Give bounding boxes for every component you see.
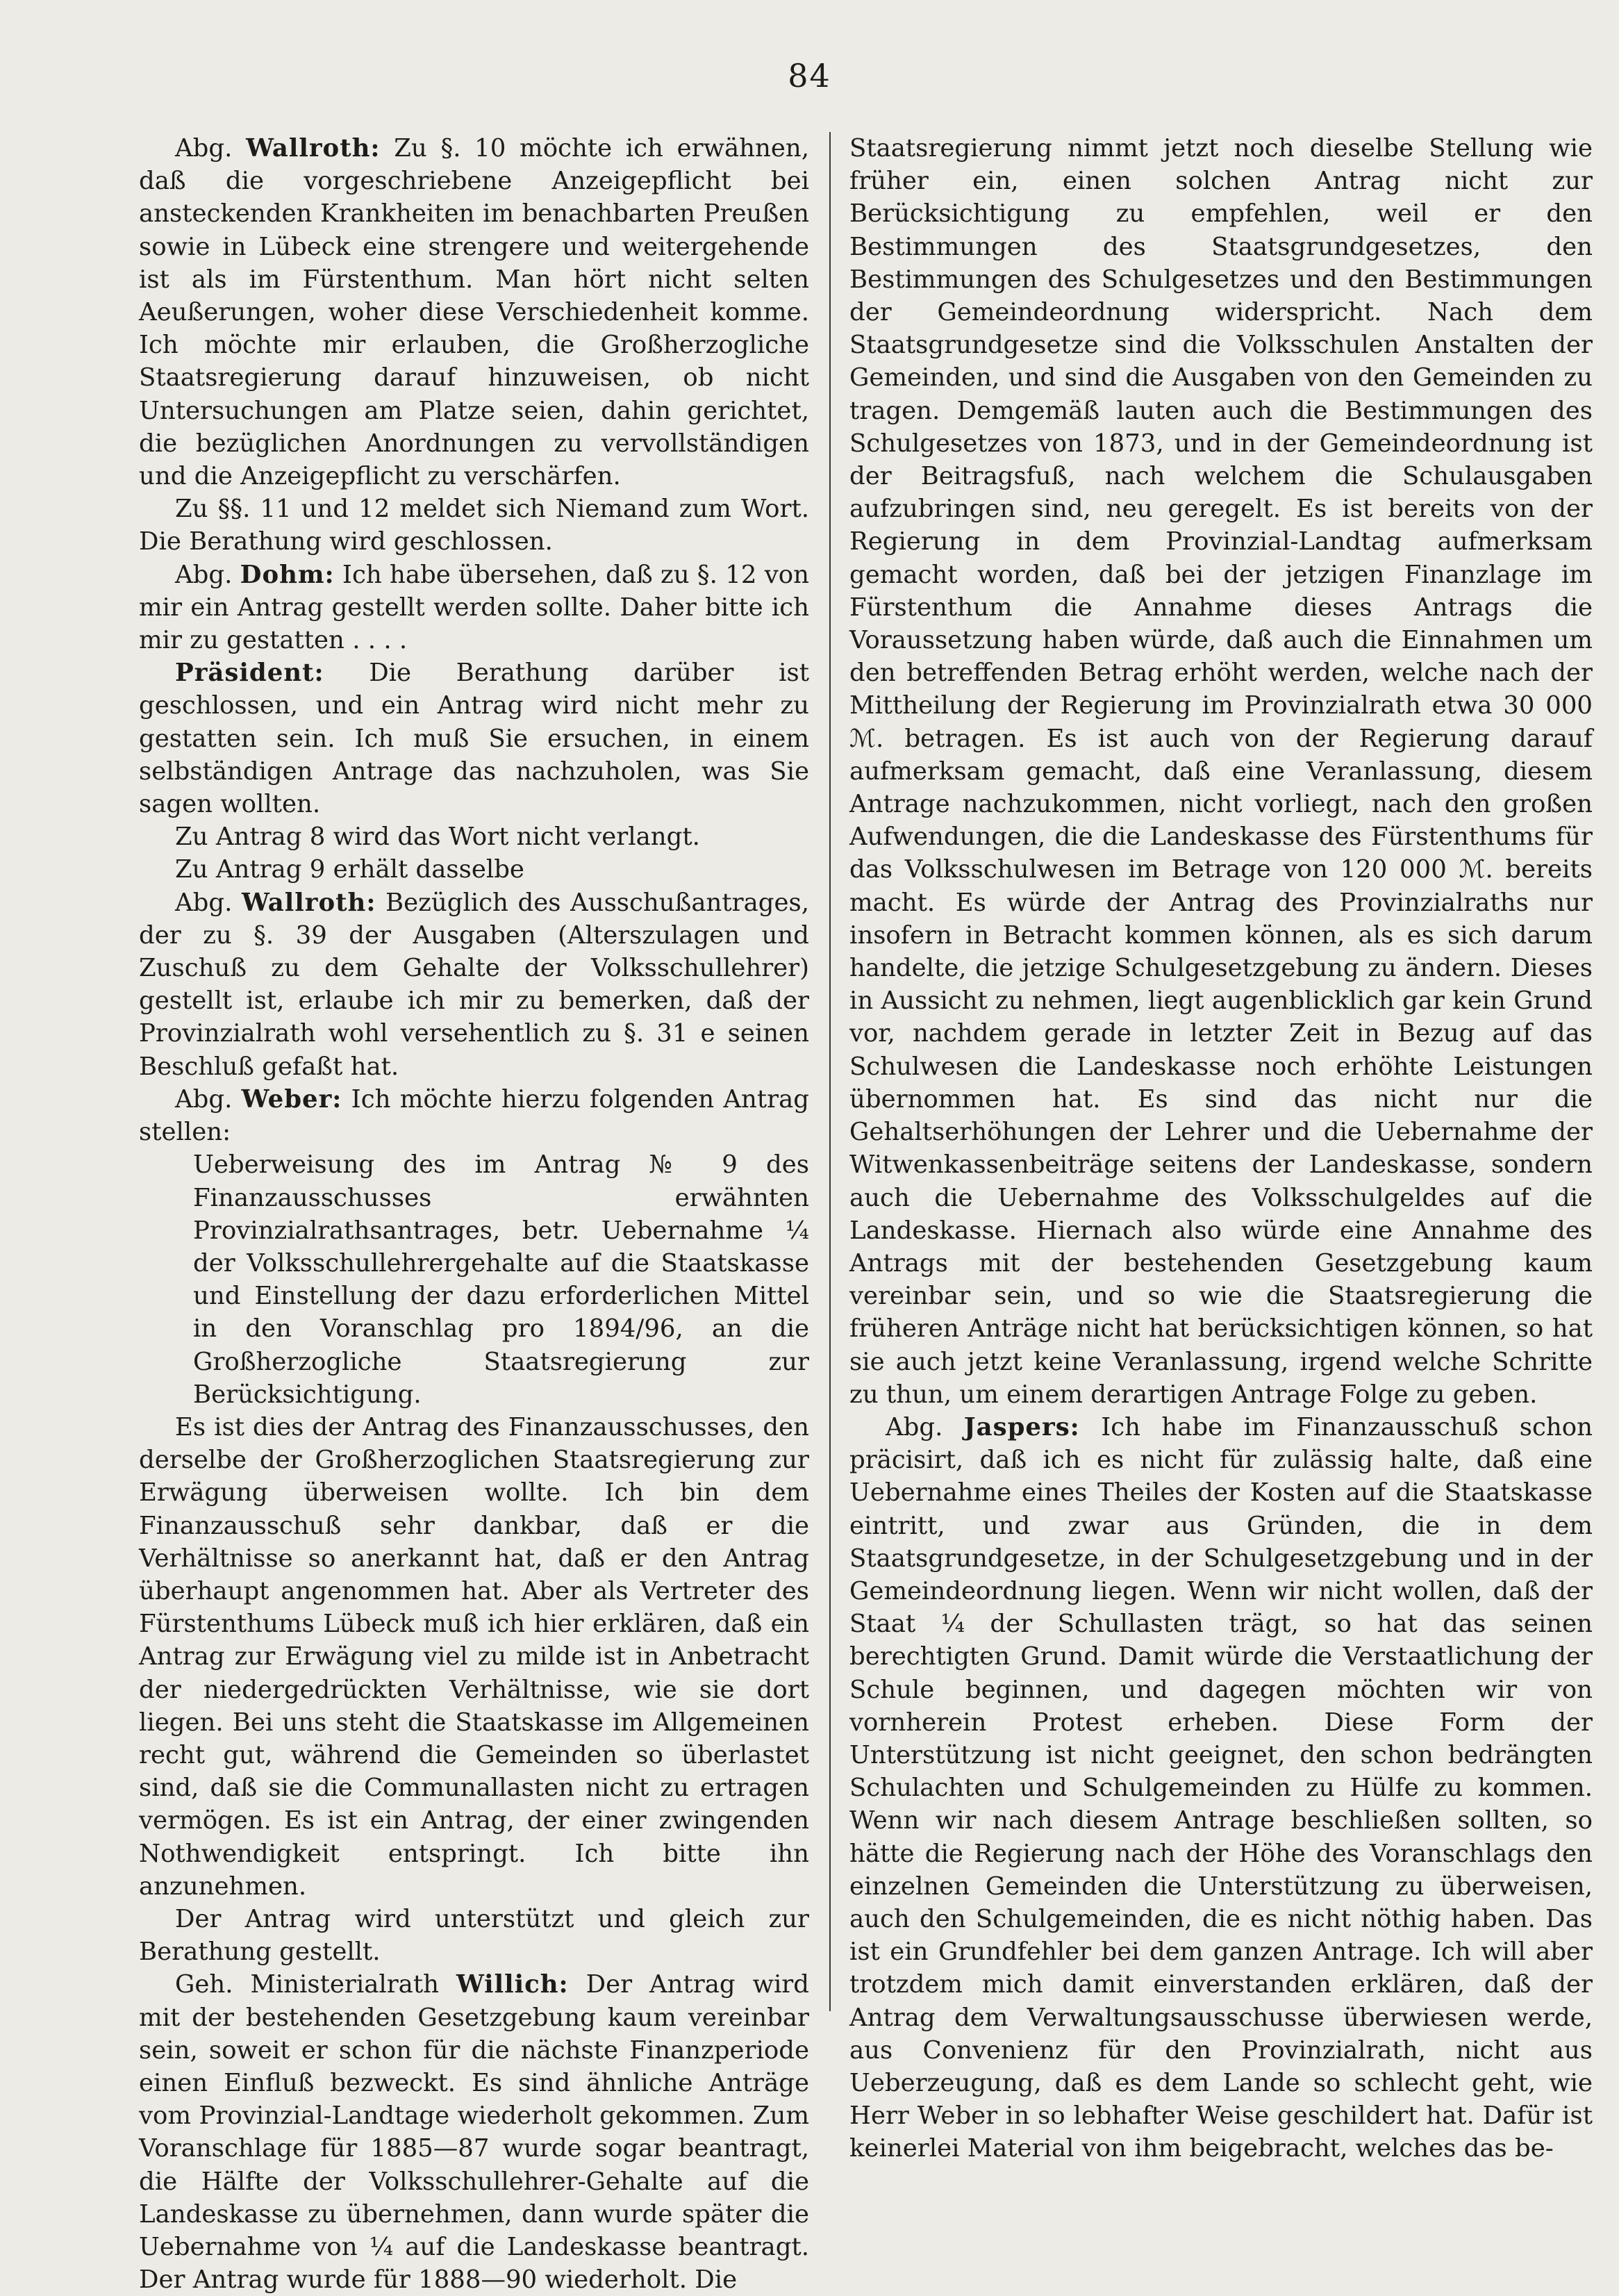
paragraph bbox=[139, 132, 809, 493]
paragraph-text: Der Antrag wird mit der bestehenden Gesetzgebung kaum vereinbar sein, soweit er schon für die nächste Finanzperiode einen Einfluß bezweckt. Es sind ähnliche Anträge vom Provinzial-Landtage wiederholt gekommen. Zum Voranschlage für 1885—87 wurde sogar beantragt, die Hälfte der Volksschullehrer-Gehalte auf die Landeskasse zu übernehmen, dann wurde später die Uebernahme von ¼ auf die Landeskasse beantragt. Der Antrag wurde für 1888—90 wiederholt. Die bbox=[139, 1970, 809, 2295]
paragraph bbox=[193, 1148, 809, 1411]
speaker-prefix: Abg. bbox=[175, 134, 247, 163]
speaker-prefix: Abg. bbox=[886, 1412, 964, 1442]
paragraph bbox=[139, 853, 809, 886]
paragraph bbox=[139, 1968, 809, 2296]
paragraph bbox=[139, 559, 809, 657]
paragraph bbox=[139, 1083, 809, 1148]
speaker-name: Wallroth: bbox=[241, 888, 376, 917]
paragraph bbox=[139, 1903, 809, 1968]
paragraph-text: Staatsregierung nimmt jetzt noch dieselbe Stellung wie früher ein, einen solchen Antrag nicht zur Berücksichtigung zu empfehlen, weil er den Bestimmungen des Staatsgrundgesetzes, den Bestimmungen des Schulgesetzes und den Bestimmungen der Gemeindeordnung widerspricht. Nach dem Staatsgrundgesetze sind die Volksschulen Anstalten der Gemeinden, und sind die Ausgaben von den Gemeinden zu tragen. Demgemäß lauten auch die Bestimmungen des Schulgesetzes von 1873, und in der Gemeindeordnung ist der Beitragsfuß, nach welchem die Schulausgaben aufzubringen sind, neu geregelt. Es ist bereits von der Regierung in dem Provinzial-Landtag aufmerksam gemacht worden, daß bei der jetzigen Finanzlage im Fürstenthum die Annahme dieses Antrags die Voraussetzung haben würde, daß auch die Einnahmen um den betreffenden Betrag erhöht werden, welche nach der Mittheilung der Regierung im Provinzialrath etwa 30 000 ℳ. betragen. Es ist auch von der Regierung darauf aufmerksam gemacht, daß eine Veranlassung, diesem Antrage nachzukommen, nicht vorliegt, nach den großen Aufwendungen, die die Landeskasse des Fürstenthums für das Volksschulwesen im Betrage von 120 000 ℳ. bereits macht. Es würde der Antrag des Provinzialraths nur insofern in Betracht kommen können, als es sich darum handelte, die jetzige Schulgesetzgebung zu ändern. Dieses in Aussicht zu nehmen, liegt augenblicklich gar kein Grund vor, nachdem gerade in letzter Zeit in Bezug auf das Schulwesen die Landeskasse noch erhöhte Leistungen übernommen hat. Es sind das nicht nur die Gehaltserhöhungen der Lehrer und die Uebernahme der Witwenkassenbeiträge seitens der Landeskasse, sondern auch die Uebernahme des Volksschulgeldes auf die Landeskasse. Hiernach also würde eine Annahme des Antrags mit der bestehenden Gesetzgebung kaum vereinbar sein, und so wie die Staatsregierung die früheren Anträge nicht hat berücksichtigen können, so hat sie auch jetzt keine Veranlassung, irgend welche Schritte zu thun, um einem derartigen Antrage Folge zu geben. bbox=[849, 134, 1593, 1409]
paragraph-text: Zu Antrag 9 erhält dasselbe bbox=[175, 855, 524, 884]
paragraph-text: Die Berathung darüber ist geschlossen, und ein Antrag wird nicht mehr zu gestatten sein. Ich muß Sie ersuchen, in einem selbständigen Antrage das nachzuholen, was Sie sagen wollten. bbox=[139, 659, 809, 819]
speaker-name: Weber: bbox=[241, 1084, 342, 1114]
right-column bbox=[849, 132, 1593, 2163]
speaker-name: Jaspers: bbox=[963, 1412, 1080, 1442]
paragraph-text: Zu §. 10 möchte ich erwähnen, daß die vorgeschriebene Anzeigepflicht bei ansteckenden Krankheiten im benachbarten Preußen sowie in Lübeck eine strengere und weitergehende ist als im Fürstenthum. Man hört nicht selten Aeußerungen, woher diese Verschiedenheit komme. Ich möchte mir erlauben, die Großherzogliche Staatsregierung darauf hinzuweisen, ob nicht Untersuchungen am Platze seien, dahin gerichtet, die bezüglichen Anordnungen zu vervollständigen und die Anzeigepflicht zu verschärfen. bbox=[139, 134, 810, 491]
paragraph-text: Ich habe im Finanzausschuß schon präcisirt, daß ich es nicht für zulässig halte, daß eine Uebernahme eines Theiles der Kosten auf die Staatskasse eintritt, und zwar aus Gründen, die in dem Staatsgrundgesetze, in der Schulgesetzgebung und in der Gemeindeordnung liegen. Wenn wir nicht wollen, daß der Staat ¼ der Schullasten trägt, so hat das seinen berechtigten Grund. Damit würde die Verstaatlichung der Schule beginnen, und dagegen möchten wir von vornherein Protest erheben. Diese Form der Unterstützung ist nicht geeignet, den schon bedrängten Schulachten und Schulgemeinden zu Hülfe zu kommen. Wenn wir nach diesem Antrage beschließen sollten, so hätte die Regierung nach der Höhe des Voranschlags den einzelnen Gemeinden die Unterstützung zu überweisen, auch den Schulgemeinden, die es nicht nöthig haben. Das ist ein Grundfehler bei dem ganzen Antrage. Ich will aber trotzdem mich damit einverstanden erklären, daß der Antrag dem Verwaltungsausschusse überwiesen werde, aus Convenienz für den Provinzialrath, nicht aus Ueberzeugung, daß es dem Lande so schlecht geht, wie Herr Weber in so lebhafter Weise geschildert hat. Dafür ist keinerlei Material von ihm beigebracht, welches das be- bbox=[849, 1412, 1593, 2163]
paragraph-text: Bezüglich des Ausschußantrages, der zu §. 39 der Ausgaben (Alterszulagen und Zuschuß zu dem Gehalte der Volksschullehrer) gestellt ist, erlaube ich mir zu bemerken, daß der Provinzialrath wohl versehentlich zu §. 31 e seinen Beschluß gefaßt hat. bbox=[139, 888, 809, 1081]
paragraph bbox=[139, 493, 809, 558]
speaker-prefix: Abg. bbox=[175, 1084, 242, 1114]
speaker-prefix: Abg. bbox=[175, 560, 240, 589]
left-column bbox=[139, 132, 810, 2295]
paragraph bbox=[139, 656, 809, 820]
paragraph bbox=[139, 820, 809, 853]
paragraph-text: Ueberweisung des im Antrag № 9 des Finanzausschusses erwähnten Provinzialrathsantrages, betr. Uebernahme ¼ der Volksschullehrergehalte auf die Staatskasse und Einstellung der dazu erforderlichen Mittel in den Voranschlag pro 1894/96, an die Großherzogliche Staatsregierung zur Berücksichtigung. bbox=[193, 1150, 809, 1409]
paragraph bbox=[139, 886, 809, 1083]
speaker-name: Dohm: bbox=[240, 560, 335, 589]
page-number: 84 bbox=[788, 57, 831, 94]
paragraph bbox=[139, 1411, 809, 1903]
paragraph bbox=[849, 1411, 1593, 2165]
speaker-name: Präsident: bbox=[175, 659, 324, 688]
speaker-name: Wallroth: bbox=[246, 134, 381, 163]
paragraph-text: Zu Antrag 8 wird das Wort nicht verlangt. bbox=[175, 823, 700, 852]
paragraph-text: Ich möchte hierzu folgenden Antrag stellen: bbox=[139, 1084, 810, 1147]
column-divider bbox=[829, 132, 831, 2011]
paragraph-text: Der Antrag wird unterstützt und gleich zur Berathung gestellt. bbox=[139, 1904, 809, 1967]
speaker-prefix: Geh. Ministerialrath bbox=[175, 1970, 456, 1999]
paragraph bbox=[849, 132, 1593, 1411]
speaker-name: Willich: bbox=[456, 1970, 569, 1999]
paragraph-text: Zu §§. 11 und 12 meldet sich Niemand zum Wort. Die Berathung wird geschlossen. bbox=[139, 495, 809, 556]
paragraph-text: Ich habe übersehen, daß zu §. 12 von mir ein Antrag gestellt werden sollte. Daher bitte ich mir zu gestatten . . . . bbox=[139, 560, 809, 655]
speaker-prefix: Abg. bbox=[175, 888, 242, 917]
paragraph-text: Es ist dies der Antrag des Finanzausschusses, den derselbe der Großherzoglichen Staatsregierung zur Erwägung überweisen wollte. Ich bin dem Finanzausschuß sehr dankbar, daß er die Verhältnisse so anerkannt hat, daß er den Antrag überhaupt angenommen hat. Aber als Vertreter des Fürstenthums Lübeck muß ich hier erklären, daß ein Antrag zur Erwägung viel zu milde ist in Anbetracht der niedergedrückten Verhältnisse, wie sie dort liegen. Bei uns steht die Staatskasse im Allgemeinen recht gut, während die Gemeinden so überlastet sind, daß sie die Communallasten nicht zu ertragen vermögen. Es ist ein Antrag, der einer zwingenden Nothwendigkeit entspringt. Ich bitte ihn anzunehmen. bbox=[139, 1412, 809, 1901]
